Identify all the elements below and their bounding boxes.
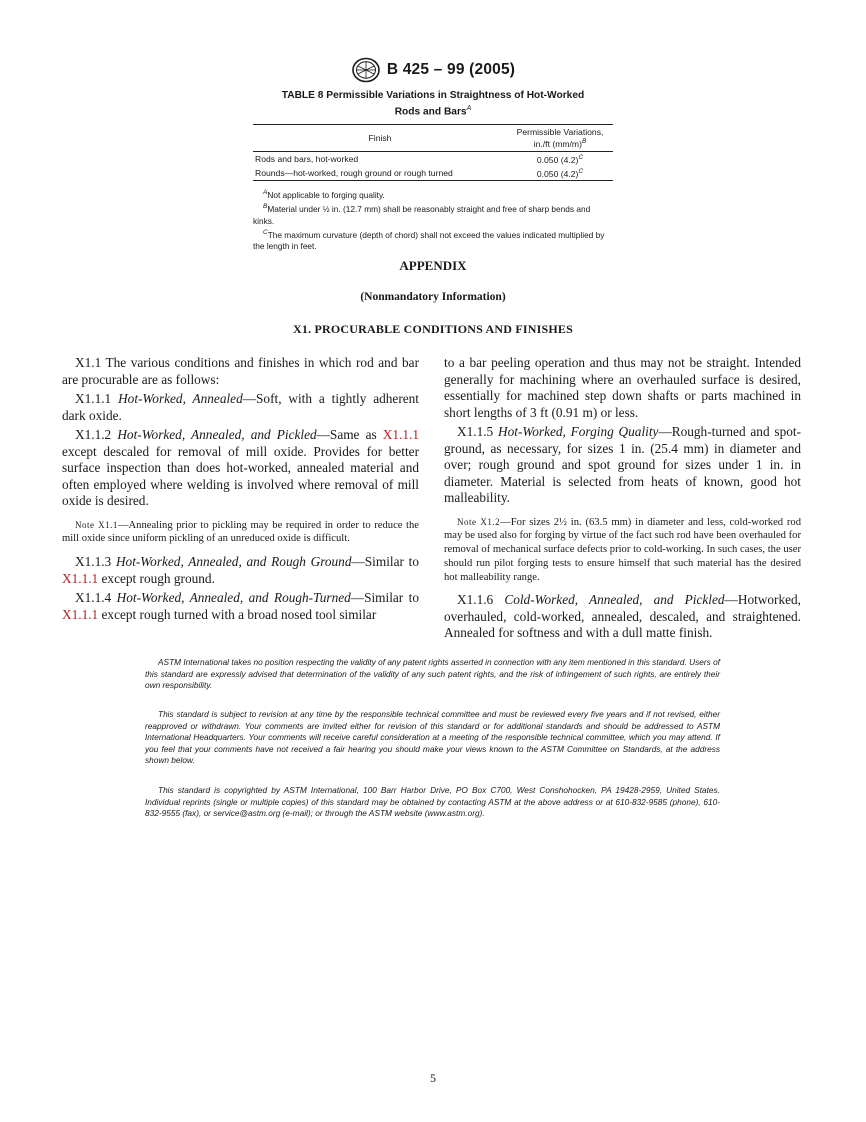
paragraph-x1-1-4: [62, 590, 419, 623]
note-x1-1: [62, 519, 419, 547]
table-cell-finish: Rods and bars, hot-worked: [255, 153, 359, 164]
table-row: [253, 152, 613, 166]
paragraph-x1-1-6: [444, 592, 801, 642]
table-cell-value-text: 0.050 (4.2): [536, 168, 579, 179]
paragraph-x1-1: X1.1 The various conditions and finishes in which rod and bar are procurable are as follows:: [62, 355, 419, 387]
paragraph-heading: Hot-Worked, Annealed, and Rough Ground: [115, 554, 352, 570]
column-header-variations: [507, 125, 613, 152]
note-x1-2: [444, 516, 801, 585]
paragraph-heading: Cold-Worked, Annealed, and Pickled: [504, 592, 725, 608]
patent-notice: ASTM International takes no position respecting the validity of any patent rights asserted in connection with any item mentioned in this standard. Users of this standard are expressly advised that determination of the validity of any such patent rights, and the risk of infringement of such rights, are entirely their own responsibility.: [145, 657, 720, 690]
paragraph-text: except rough turned with a broad nosed tool similar: [101, 606, 377, 622]
paragraph-text: except descaled for removal of mill oxide. Provides for better surface inspection than does hot-worked, annealed material and often employed where welding is involved where removal of mill oxide is desired.: [62, 443, 419, 508]
paragraph-number: X1.1.1: [75, 391, 112, 406]
table-cell-footnote-mark: C: [578, 154, 584, 162]
footnote-text: Material under ½ in. (12.7 mm) shall be reasonably straight and free of sharp bends and kinks.: [253, 204, 591, 226]
table-8-block: [253, 90, 613, 253]
table-cell-value: [507, 166, 613, 180]
paragraph-x1-1-5: [444, 424, 801, 507]
table-cell-finish: Rounds—hot-worked, rough ground or rough turned: [253, 166, 507, 180]
paragraph-heading: Hot-Worked, Annealed, and Rough-Turned: [116, 590, 351, 606]
footnote-mark: C: [263, 229, 268, 236]
footnote-text: Not applicable to forging quality.: [267, 189, 385, 200]
column-header-footnote-mark: B: [581, 138, 587, 146]
footnote-mark: A: [263, 188, 268, 196]
table-footnote-c: [253, 227, 613, 253]
page-header: [0, 56, 866, 84]
paragraph-number: X1.1.2: [75, 427, 112, 442]
column-header-finish: Finish: [253, 125, 507, 152]
revision-notice: This standard is subject to revision at any time by the responsible technical committee and must be reviewed every five years and if not revised, either reapproved or withdrawn. Your comments are invited either for revision of this standard or for additional standards and should be addressed to ASTM International Headquarters. Your comments will receive careful consideration at a meeting of the responsible technical committee, which you may attend. If you feel that your comments have not received a fair hearing you should make your views known to the ASTM Committee on Standards, at the address shown below.: [145, 709, 720, 765]
astm-logo-icon: [351, 57, 381, 83]
table-footnote-b: [253, 201, 613, 227]
paragraph-heading: Hot-Worked, Annealed: [118, 391, 243, 406]
page-number: 5: [430, 1071, 436, 1085]
appendix-subtitle: (Nonmandatory Information): [360, 291, 506, 303]
paragraph-text: —Similar to: [350, 590, 419, 606]
right-column: [444, 355, 801, 645]
paragraph-x1-1-1: [62, 391, 419, 424]
footnote-text: The maximum curvature (depth of chord) shall not exceed the values indicated multiplied by the length in feet.: [253, 229, 605, 252]
straightness-table: [253, 124, 613, 181]
cross-reference-link[interactable]: X1.1.1: [62, 570, 99, 586]
note-text: —Annealing prior to pickling may be required in order to reduce the mill oxide since uniform pickling of an unreduced oxide is difficult.: [62, 519, 419, 545]
paragraph-x1-1-2: [62, 427, 419, 510]
paragraph-number: X1.1.5: [457, 424, 494, 439]
table-cell-footnote-mark: C: [578, 168, 584, 176]
paragraph-number: X1.1.3: [75, 554, 112, 570]
paragraph-x1-1-3: [62, 554, 419, 587]
table-cell-value: [507, 152, 613, 166]
paragraph-text: —Hotworked, overhauled, cold-worked, annealed, descaled, and straightened. Annealed for softness and with a dull matte finish.: [444, 592, 801, 641]
paragraph-number: X1.1.6: [457, 592, 494, 608]
note-label: Note X1.2: [457, 516, 501, 527]
table-footnote-a: [253, 187, 613, 201]
appendix-title: APPENDIX: [399, 258, 467, 273]
paragraph-x1-1-4-continued: [444, 355, 801, 421]
copyright-notice: This standard is copyrighted by ASTM International, 100 Barr Harbor Drive, PO Box C700, West Conshohocken, PA 19428-2959, United States. Individual reprints (single or multiple copies) of this standard may be obtained by contacting ASTM at the above address or at 610-832-9585 (phone), 610-832-9555 (fax), or service@astm.org (e-mail); or through the ASTM website (www.astm.org).: [145, 785, 720, 818]
document-designation: B 425 – 99 (2005): [386, 61, 516, 78]
paragraph-heading: Hot-Worked, Forging Quality: [498, 424, 659, 439]
paragraph-text: except rough ground.: [101, 570, 215, 586]
note-label: Note X1.1: [75, 519, 118, 530]
note-text: —For sizes 2½ in. (63.5 mm) in diameter and less, cold-worked rod may be used also for forging by virtue of the fact such rod have been overhauled for removal of mechanical surface defects prior to cold-working. In such cases, the user should run pilot forging tests to ensure himself that such material has the desired hot malleability range.: [444, 516, 801, 583]
column-header-variations-line2: in./ft (mm/m): [533, 139, 582, 150]
paragraph-text: —Soft, with a tightly adherent dark oxide.: [62, 391, 419, 423]
table-cell-value-text: 0.050 (4.2): [536, 155, 579, 166]
table-row: [253, 166, 613, 180]
table-title-line2: Rods and Bars: [394, 105, 467, 117]
table-header-row: [253, 125, 613, 152]
table-title-footnote-mark: A: [466, 104, 472, 112]
section-title: X1. PROCURABLE CONDITIONS AND FINISHES: [293, 322, 573, 336]
paragraph-number: X1.1.4: [75, 590, 112, 606]
table-footnotes: [253, 187, 613, 253]
column-header-variations-line1: Permissible Variations,: [516, 127, 604, 138]
paragraph-text: —Rough-turned and spot-ground, as necessary, for sizes 1 in. (25.4 mm) in diameter and over; rough ground and spot ground for sizes under 1 in. in diameter. Material is selected from heats of known, good hot malleability.: [444, 424, 801, 505]
table-title: [253, 90, 613, 118]
paragraph-text: to a bar peeling operation and thus may not be straight. Intended generally for machining where an overhauled surface is desired, essentially for machined step down shafts or parts machined in short lengths of 3 ft (0.91 m) or less.: [444, 355, 801, 420]
cross-reference-link[interactable]: X1.1.1: [62, 606, 99, 622]
footnote-mark: B: [263, 203, 268, 211]
left-column: [62, 355, 419, 623]
paragraph-text: —Similar to: [351, 554, 419, 570]
paragraph-text: —Same as: [316, 427, 377, 442]
paragraph-heading: Hot-Worked, Annealed, and Pickled: [117, 427, 317, 442]
table-title-line1: TABLE 8 Permissible Variations in Straightness of Hot-Worked: [281, 90, 585, 101]
cross-reference-link[interactable]: X1.1.1: [382, 427, 419, 442]
